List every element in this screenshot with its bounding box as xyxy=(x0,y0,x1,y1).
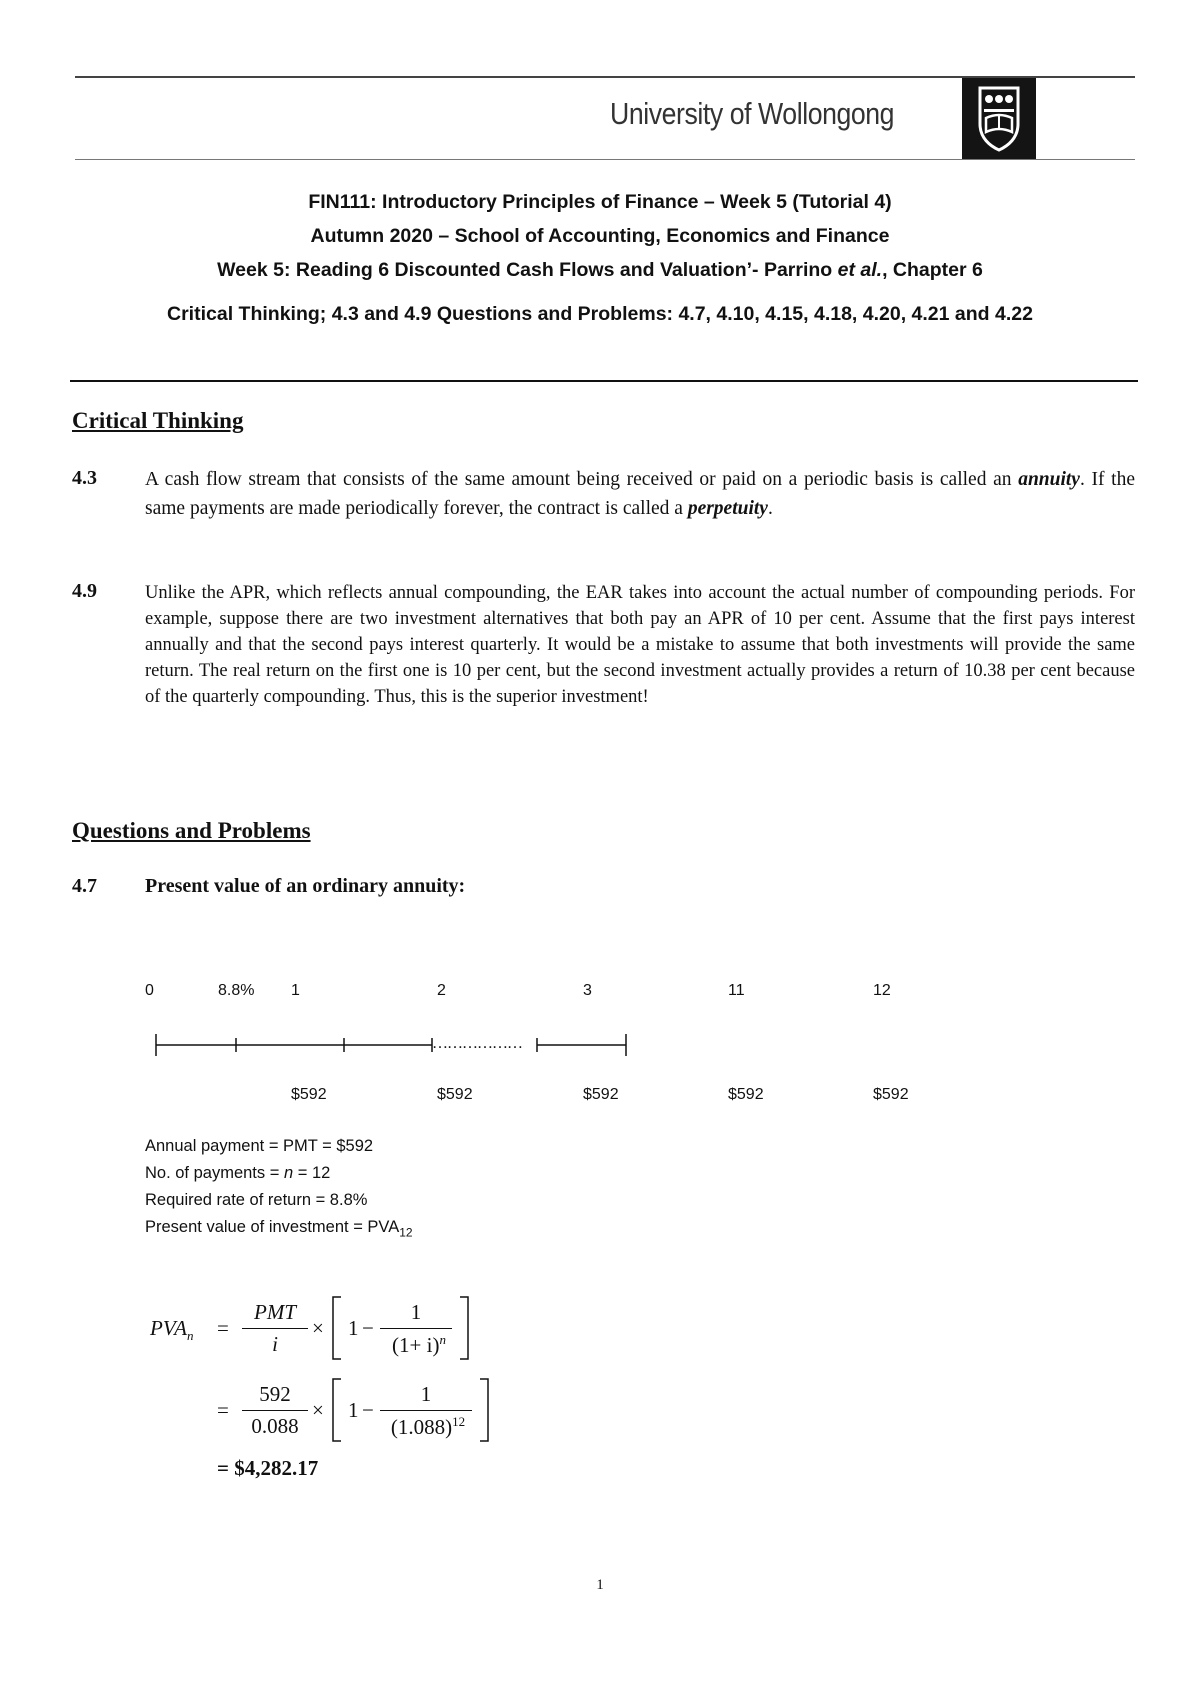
timeline-period-2: 2 xyxy=(437,982,446,999)
given-rate: Required rate of return = 8.8% xyxy=(145,1191,368,1209)
formula-inner-denominator-2 xyxy=(378,1414,478,1440)
formula-numerator-592: 592 xyxy=(259,1382,291,1406)
formula-inner-numerator-2: 1 xyxy=(420,1382,432,1406)
formula-right-bracket-1 xyxy=(456,1295,472,1361)
formula-fraction-bar-3 xyxy=(242,1410,308,1411)
term-school: Autumn 2020 – School of Accounting, Economics and Finance xyxy=(310,225,890,247)
formula-one-2: 1 xyxy=(348,1398,359,1422)
reading-title-pre: Week 5: Reading 6 Discounted Cash Flows and Valuation’- Parrino xyxy=(217,259,838,281)
cash-flow-2: $592 xyxy=(437,1086,473,1103)
formula-equals-2: = xyxy=(217,1398,229,1422)
formula-minus-1: − xyxy=(362,1316,374,1340)
answer-4-3-text-c: . xyxy=(767,498,773,519)
answer-4-3-text-b: . If the same payments are made periodically forever, the contract is called a xyxy=(145,469,1135,519)
cash-flow-11: $592 xyxy=(728,1086,764,1103)
cash-flow-3: $592 xyxy=(583,1086,619,1103)
answer-4-9: Unlike the APR, which reflects annual compounding, the EAR takes into account the actual number of compounding periods. For example, suppose there are two investment alternatives that both pay an APR of 10 per cent. Assume that the first pays interest annually and that the second pays interest quarterly. It would be a mistake to assume that both investments will provide the same return. The real return on the first one is 10 per cent, but the second investment actually provides a return of 10.38 per cent because of the quarterly compounding. Thus, this is the superior investment! xyxy=(145,583,1135,707)
uow-crest-icon xyxy=(962,78,1036,159)
given-n-var: n xyxy=(283,1164,294,1182)
questions-problems-heading: Questions and Problems xyxy=(72,818,311,843)
question-number-4-3: 4.3 xyxy=(72,467,97,489)
university-logo xyxy=(962,78,1036,159)
formula-fraction-bar-4 xyxy=(380,1410,472,1411)
term-annuity: annuity xyxy=(1018,469,1080,490)
formula-inner-den-text: (1+ i) xyxy=(392,1333,440,1357)
page-number: 1 xyxy=(596,1577,604,1593)
formula-result: = $4,282.17 xyxy=(217,1456,319,1480)
reading-title-post: , Chapter 6 xyxy=(882,259,983,281)
formula-minus-2: − xyxy=(362,1398,374,1422)
cash-flow-12: $592 xyxy=(873,1086,909,1103)
question-number-4-9: 4.9 xyxy=(72,580,97,602)
given-payment: Annual payment = PMT = $592 xyxy=(145,1137,374,1155)
formula-denominator-rate: 0.088 xyxy=(251,1414,299,1438)
university-name: University of Wollongong xyxy=(610,96,895,131)
formula-right-bracket-2 xyxy=(476,1377,492,1443)
cash-flow-1: $592 xyxy=(291,1086,327,1103)
timeline-period-3: 3 xyxy=(583,982,592,999)
formula-numerator-pmt: PMT xyxy=(254,1300,296,1324)
formula-one-1: 1 xyxy=(348,1316,359,1340)
given-pv-pre: Present value of investment = PVA xyxy=(145,1218,400,1236)
cash-flow-timeline xyxy=(140,1030,660,1060)
reading-title-italic: et al. xyxy=(837,259,883,281)
header-bottom-rule xyxy=(75,159,1135,160)
formula-inner-exp: n xyxy=(439,1332,446,1347)
formula-left-bracket-2 xyxy=(329,1377,345,1443)
question-number-4-7: 4.7 xyxy=(72,875,97,897)
timeline-dots: ……………… xyxy=(432,1035,522,1052)
formula-lhs-sub: n xyxy=(186,1328,194,1344)
assigned-questions: Critical Thinking; 4.3 and 4.9 Questions and Problems: 4.7, 4.10, 4.15, 4.18, 4.20, 4.21 and 4.22 xyxy=(167,303,1033,325)
formula-inner-den2-text: (1.088) xyxy=(390,1415,453,1439)
formula-lhs xyxy=(150,1316,193,1344)
formula-inner-exp2: 12 xyxy=(452,1414,466,1429)
formula-times-1: × xyxy=(312,1316,324,1340)
question-4-7-title: Present value of an ordinary annuity: xyxy=(145,875,466,897)
formula-inner-numerator-1: 1 xyxy=(410,1300,422,1324)
timeline-period-11: 11 xyxy=(728,982,745,999)
reading-title xyxy=(0,259,1200,282)
formula-fraction-bar-1 xyxy=(242,1328,308,1329)
formula-left-bracket-1 xyxy=(329,1295,345,1361)
given-pv-sub: 12 xyxy=(399,1225,413,1240)
given-n xyxy=(145,1160,330,1187)
timeline-period-0: 0 xyxy=(145,982,154,999)
timeline-rate: 8.8% xyxy=(218,982,255,999)
formula-equals-1: = xyxy=(217,1316,229,1340)
given-n-post: = 12 xyxy=(293,1164,331,1182)
formula-inner-denominator-1 xyxy=(378,1332,460,1358)
term-perpetuity: perpetuity xyxy=(687,498,768,519)
answer-4-3 xyxy=(145,465,1135,523)
given-n-pre: No. of payments = xyxy=(145,1164,284,1182)
answer-4-3-text-a: A cash flow stream that consists of the same amount being received or paid on a periodic basis is called an xyxy=(145,469,1019,490)
timeline-period-12: 12 xyxy=(873,982,891,999)
given-pv xyxy=(145,1214,413,1246)
section-divider xyxy=(70,380,1138,382)
timeline-period-1: 1 xyxy=(291,982,300,999)
critical-thinking-heading: Critical Thinking xyxy=(72,408,244,433)
course-title: FIN111: Introductory Principles of Finance – Week 5 (Tutorial 4) xyxy=(308,191,892,213)
formula-lhs-text: PVA xyxy=(150,1316,187,1340)
formula-fraction-bar-2 xyxy=(380,1328,452,1329)
formula-times-2: × xyxy=(312,1398,324,1422)
formula-denominator-i: i xyxy=(272,1332,278,1356)
